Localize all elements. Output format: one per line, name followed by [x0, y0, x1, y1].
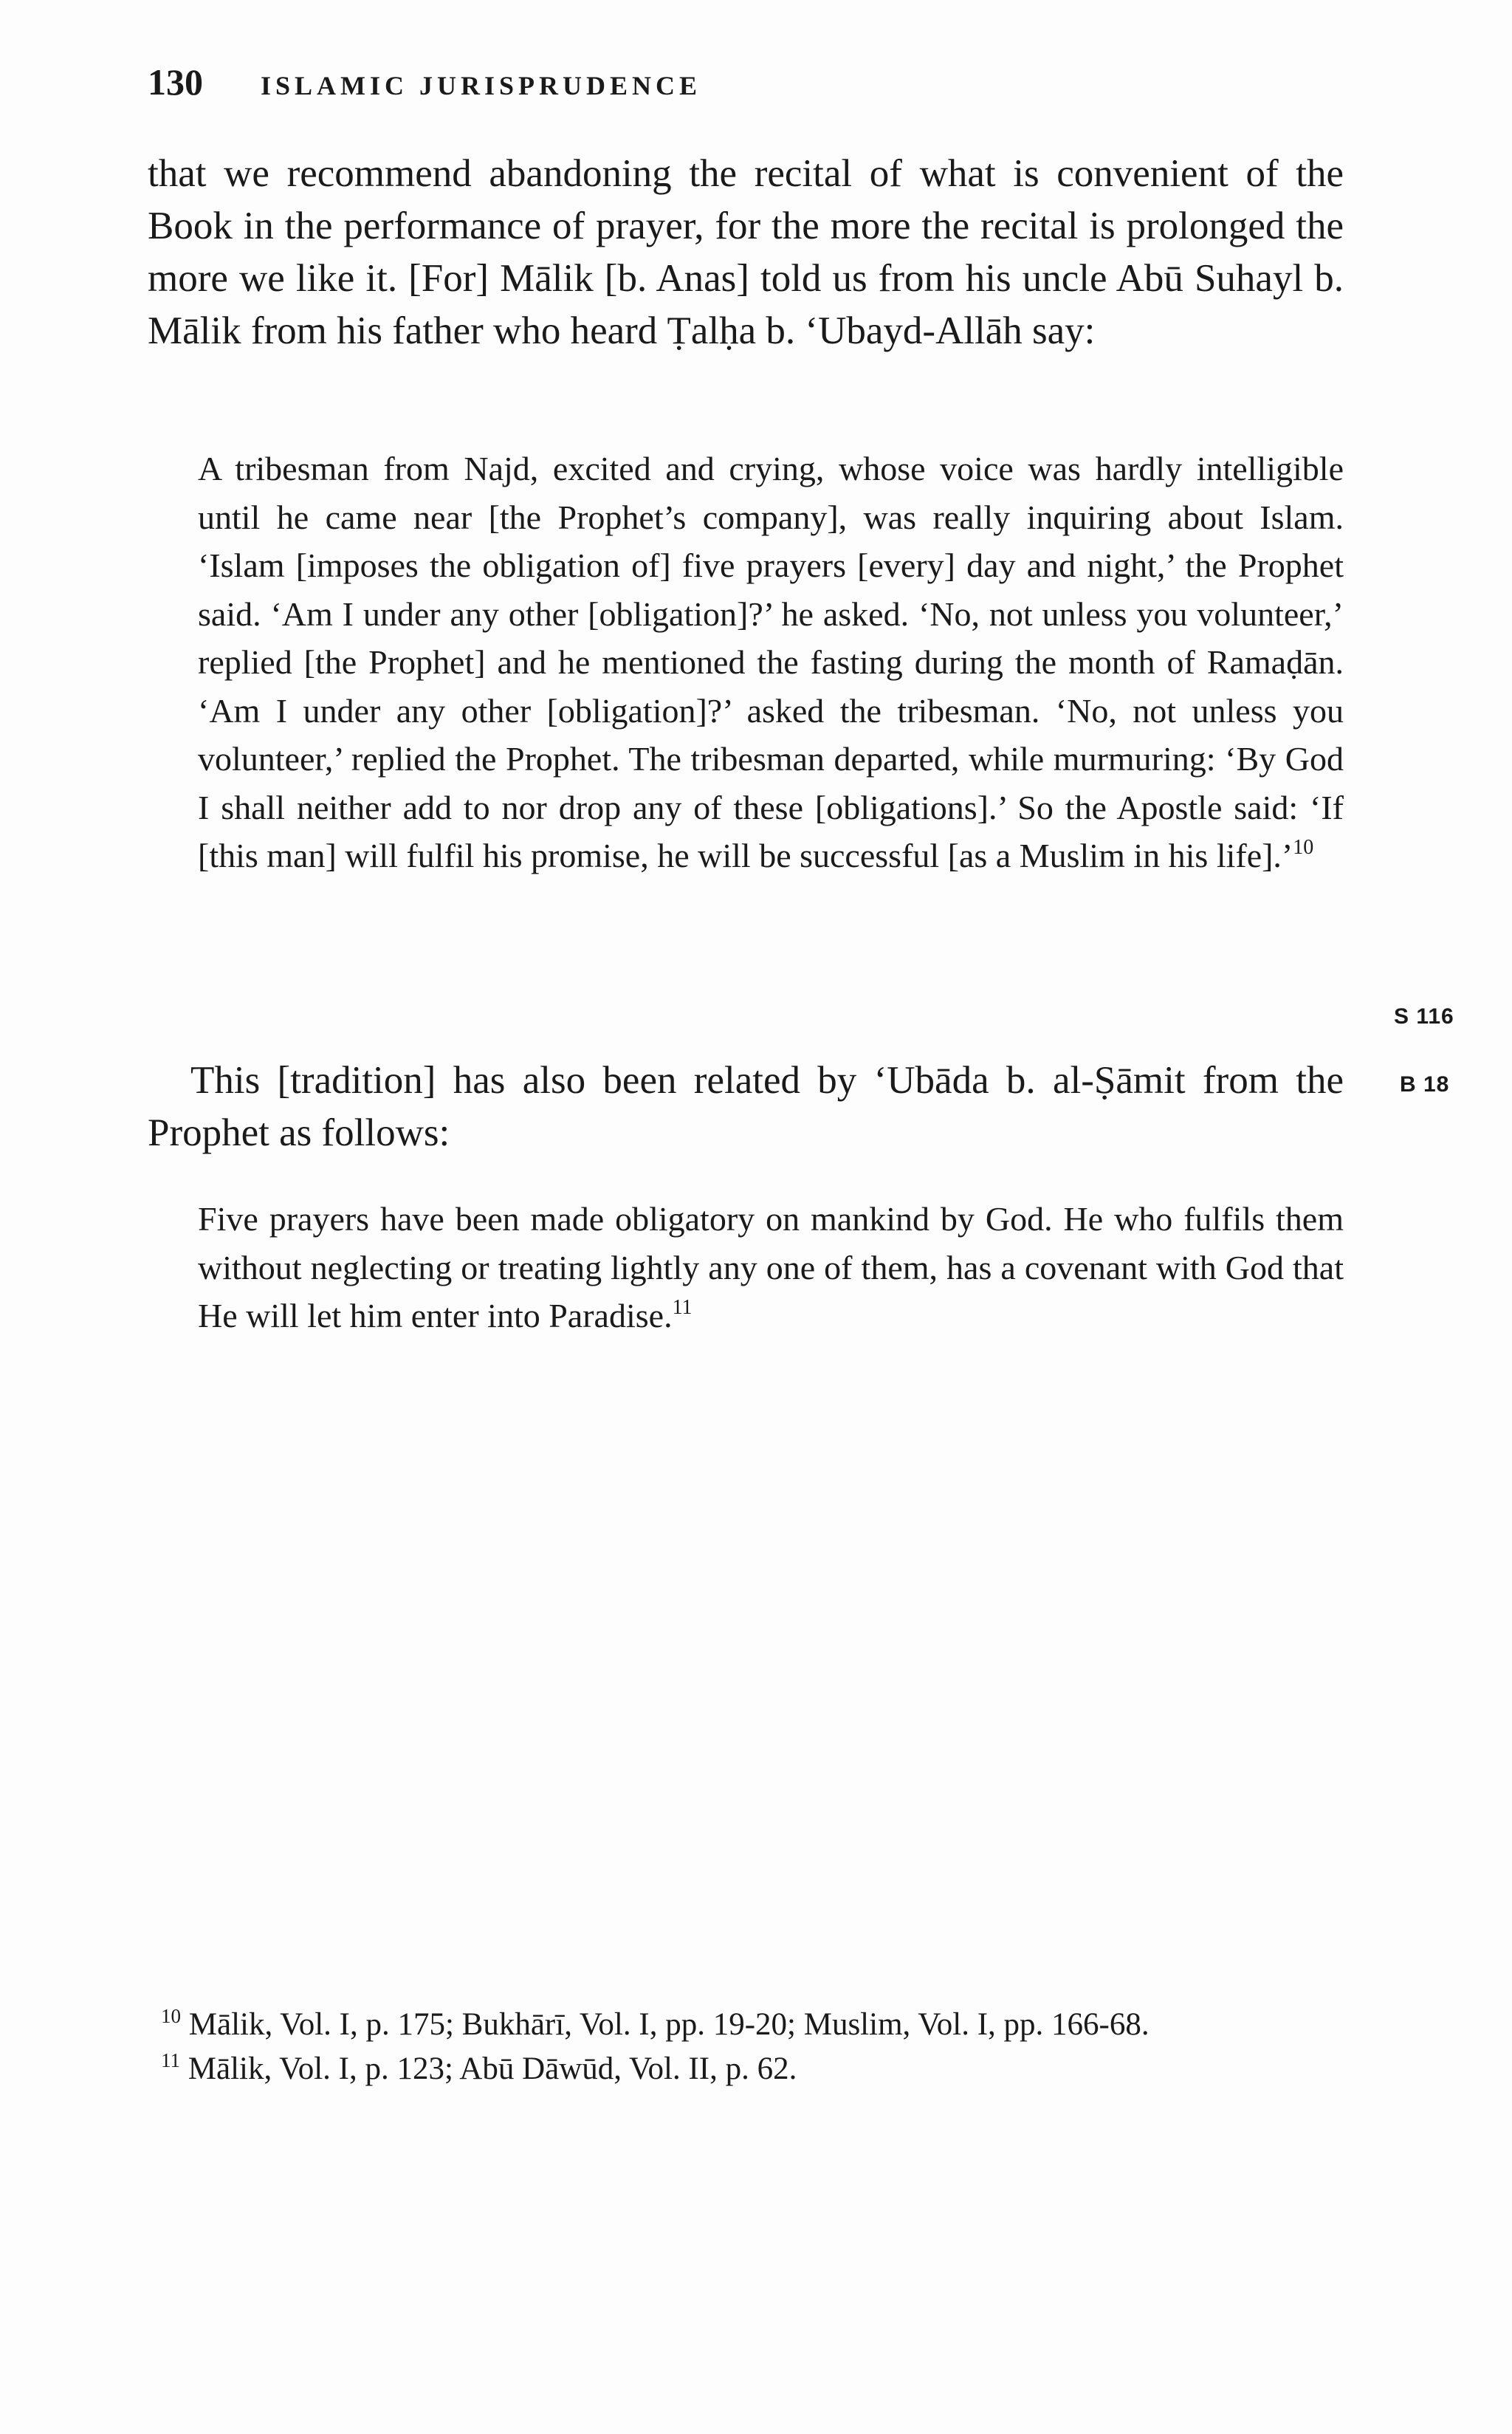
footnote-10: [161, 2003, 1342, 2047]
margin-note-b-reference: B 18: [1400, 1072, 1450, 1097]
block-quote-five-prayers-text: Five prayers have been made obligatory on mankind by God. He who fulfils them without neglecting or treating lightly any one of them, has a covenant with God that He will let him enter into Paradise.: [198, 1200, 1344, 1334]
block-quote-tribesman-text: A tribesman from Najd, excited and crying, whose voice was hardly intelligible until he came near [the Prophet’s company], was really inquiring about Islam. ‘Islam [imposes the obligation of] five prayers [every] day and night,’ the Prophet said. ‘Am I under any other [obligation]?’ he asked. ‘No, not unless you volunteer,’ replied [the Prophet] and he mentioned the fasting during the month of Ramaḍān. ‘Am I under any other [obligation]?’ asked the tribesman. ‘No, not unless you volunteer,’ replied the Prophet. The tribesman departed, while murmuring: ‘By God I shall neither add to nor drop any of these [obligations].’ So the Apostle said: ‘If [this man] will fulfil his promise, he will be successful [as a Muslim in his life].’: [198, 450, 1344, 874]
running-title: ISLAMIC JURISPRUDENCE: [261, 71, 702, 100]
block-quote-tribesman: [198, 445, 1344, 880]
footnote-11: [161, 2047, 1342, 2091]
margin-note-s-reference: S 116: [1394, 1004, 1454, 1029]
footnote-reference-11: 11: [672, 1296, 693, 1319]
footnotes: [161, 2003, 1342, 2091]
footnote-text: Mālik, Vol. I, p. 123; Abū Dāwūd, Vol. II, p. 62.: [188, 2051, 797, 2086]
body-paragraph-2: This [tradition] has also been related by ‘Ubāda b. al-Ṣāmit from the Prophet as follows:: [148, 1059, 1344, 1154]
footnote-text: Mālik, Vol. I, p. 175; Bukhārī, Vol. I, pp. 19-20; Muslim, Vol. I, pp. 166-68.: [188, 2007, 1150, 2042]
running-head: [148, 61, 1358, 112]
block-quote-five-prayers: [198, 1195, 1344, 1340]
footnote-reference-10: 10: [1293, 836, 1314, 859]
body-paragraph-1: that we recommend abandoning the recital of what is convenient of the Book in the performance of prayer, for the more the recital is prolonged the more we like it. [For] Mālik [b. Anas] told us from his uncle Abū Suhayl b. Mālik from his father who heard Ṭalḥa b. ‘Ubayd-Allāh say:: [148, 152, 1344, 352]
footnote-marker: 10: [161, 2005, 181, 2027]
page-number: 130: [148, 61, 203, 103]
footnote-marker: 11: [161, 2049, 180, 2071]
